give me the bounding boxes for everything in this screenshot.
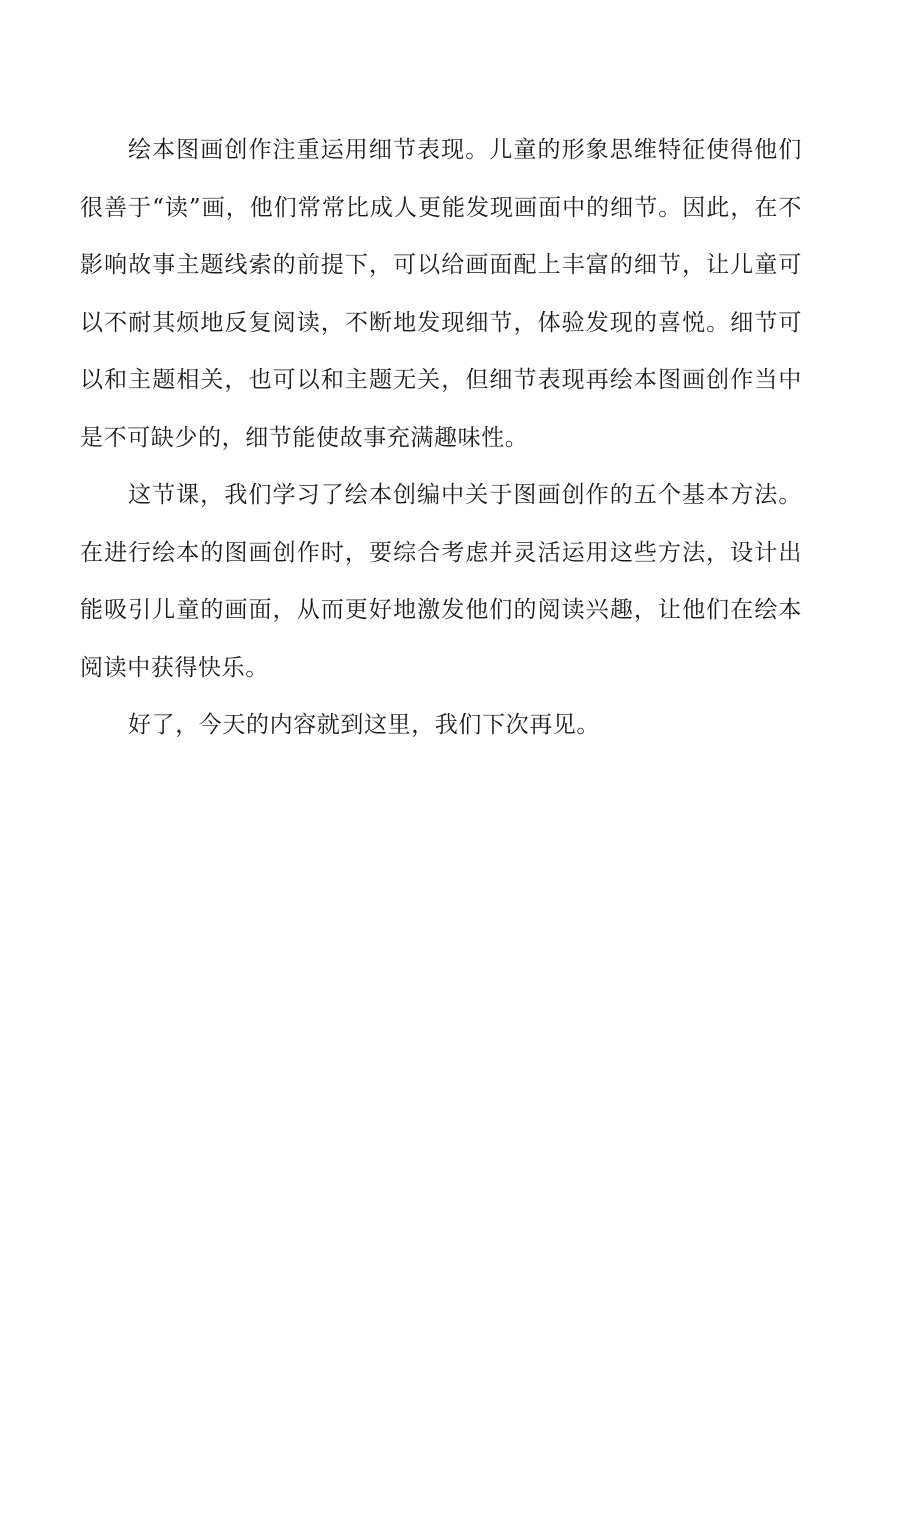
paragraph-closing: 好了，今天的内容就到这里，我们下次再见。: [128, 712, 600, 738]
paragraph-details: 绘本图画创作注重运用细节表现。儿童的形象思维特征使得他们很善于“读”画，他们常常比成人更能发现画面中的细节。因此，在不影响故事主题线索的前提下，可以给画面配上丰富的细节，让儿童可以不耐其烦地反复阅读，不断地发现细节，体验发现的喜悦。细节可以和主题相关，也可以和主题无关，但细节表现再绘本图画创作当中是不可缺少的，细节能使故事充满趣味性。: [80, 137, 802, 451]
document-body: [80, 122, 802, 755]
paragraph-summary: 这节课，我们学习了绘本创编中关于图画创作的五个基本方法。在进行绘本的图画创作时，要综合考虑并灵活运用这些方法，设计出能吸引儿童的画面，从而更好地激发他们的阅读兴趣，让他们在绘本阅读中获得快乐。: [80, 482, 802, 681]
